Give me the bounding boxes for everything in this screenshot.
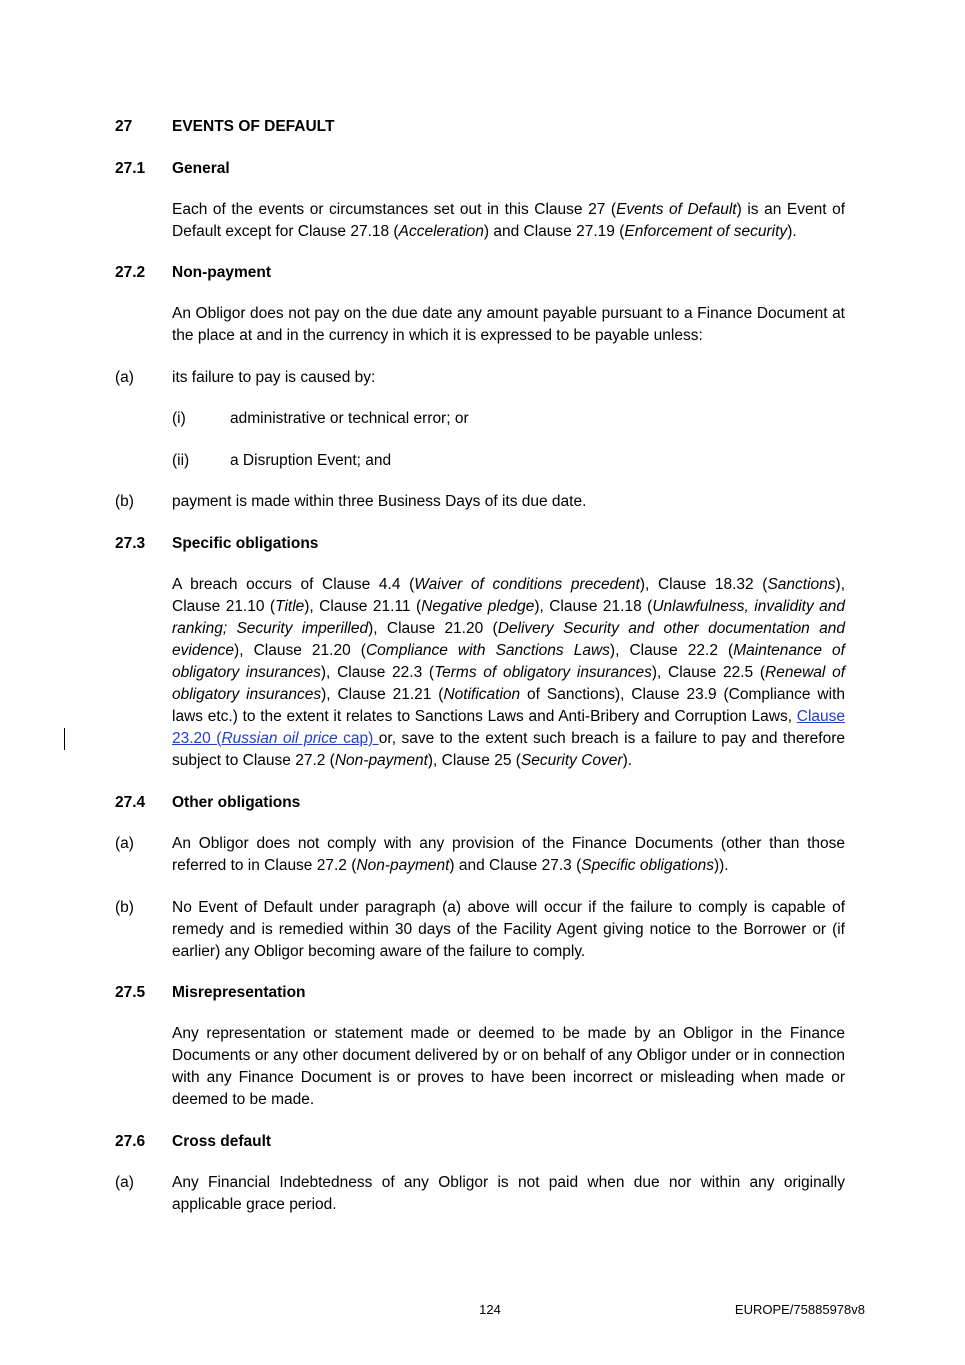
document-reference: EUROPE/75885978v8 <box>734 1302 865 1317</box>
list-text: payment is made within three Business Days of its due date. <box>172 493 587 510</box>
list-label: (a) <box>115 1174 134 1191</box>
clause-number: 27.6 <box>115 1133 146 1150</box>
clause-title: Non-payment <box>172 264 272 281</box>
list-label: (b) <box>115 493 134 510</box>
clause-title: Specific obligations <box>172 535 319 552</box>
paragraph: A breach occurs of Clause 4.4 (Waiver of conditions precedent), Clause 18.32 (Sanctions), Clause 21.10 (Title), Clause 21.11 (Negative pledge), Clause 21.18 (Unlawfulness, invalidity and ranking; Security imperilled), Clause 21.20 (Delivery Security and other documentation and evidence), Clause 21.20 (Compliance with Sanctions Laws), Clause 22.2 (Maintenance of obligatory insurances), Clause 22.3 (Terms of obligatory insurances), Clause 22.5 (Renewal of obligatory insurances), Clause 21.21 (Notification of Sanctions), Clause 23.9 (Compliance with laws etc.) to the extent it relates to Sanctions Laws and Anti-Bribery and Corruption Laws, Clause 23.20 (Russian oil price cap) or, save to the extent such breach is a failure to pay and therefore subject to Clause 27.2 (Non-payment), Clause 25 (Security Cover). <box>172 576 846 769</box>
list-label: (a) <box>115 835 134 852</box>
list-text: its failure to pay is caused by: <box>172 369 376 386</box>
section-number: 27 <box>115 118 133 135</box>
paragraph: Each of the events or circumstances set out in this Clause 27 (Events of Default) is an Event of Default except for Clause 27.18 (Acceleration) and Clause 27.19 (Enforcement of security). <box>172 201 845 240</box>
revision-bar <box>64 728 65 750</box>
page-number: 124 <box>479 1302 501 1317</box>
clause-number: 27.4 <box>115 794 146 811</box>
section-title: EVENTS OF DEFAULT <box>172 118 335 135</box>
list-label: (a) <box>115 369 134 386</box>
sublist-text: a Disruption Event; and <box>230 452 392 469</box>
list-label: (b) <box>115 899 134 916</box>
clause-title: General <box>172 160 230 177</box>
clause-title: Misrepresentation <box>172 984 306 1001</box>
paragraph: Any representation or statement made or deemed to be made by an Obligor in the Finance Documents or any other document delivered by or on behalf of any Obligor under or in connection with any Finance Document is or proves to have been incorrect or misleading when made or deemed to be made. <box>172 1025 845 1108</box>
clause-23-20-link[interactable]: Clause 23.20 (Russian oil price cap) <box>172 708 845 747</box>
sublist-label: (i) <box>172 410 186 427</box>
list-text: An Obligor does not comply with any provision of the Finance Documents (other than those referred to in Clause 27.2 (Non-payment) and Clause 27.3 (Specific obligations)). <box>172 835 845 874</box>
clause-number: 27.3 <box>115 535 146 552</box>
paragraph: An Obligor does not pay on the due date any amount payable pursuant to a Finance Document at the place at and in the currency in which it is expressed to be payable unless: <box>172 305 845 344</box>
clause-number: 27.2 <box>115 264 146 281</box>
list-text: Any Financial Indebtedness of any Obligor is not paid when due nor within any originally applicable grace period. <box>172 1174 845 1213</box>
sublist-label: (ii) <box>172 452 190 469</box>
clause-number: 27.1 <box>115 160 146 177</box>
clause-title: Other obligations <box>172 794 301 811</box>
clause-number: 27.5 <box>115 984 146 1001</box>
sublist-text: administrative or technical error; or <box>230 410 469 427</box>
list-text: No Event of Default under paragraph (a) above will occur if the failure to comply is capable of remedy and is remedied within 30 days of the Facility Agent giving notice to the Borrower or (if earlier) any Obligor becoming aware of the failure to comply. <box>172 899 845 960</box>
clause-title: Cross default <box>172 1133 272 1150</box>
